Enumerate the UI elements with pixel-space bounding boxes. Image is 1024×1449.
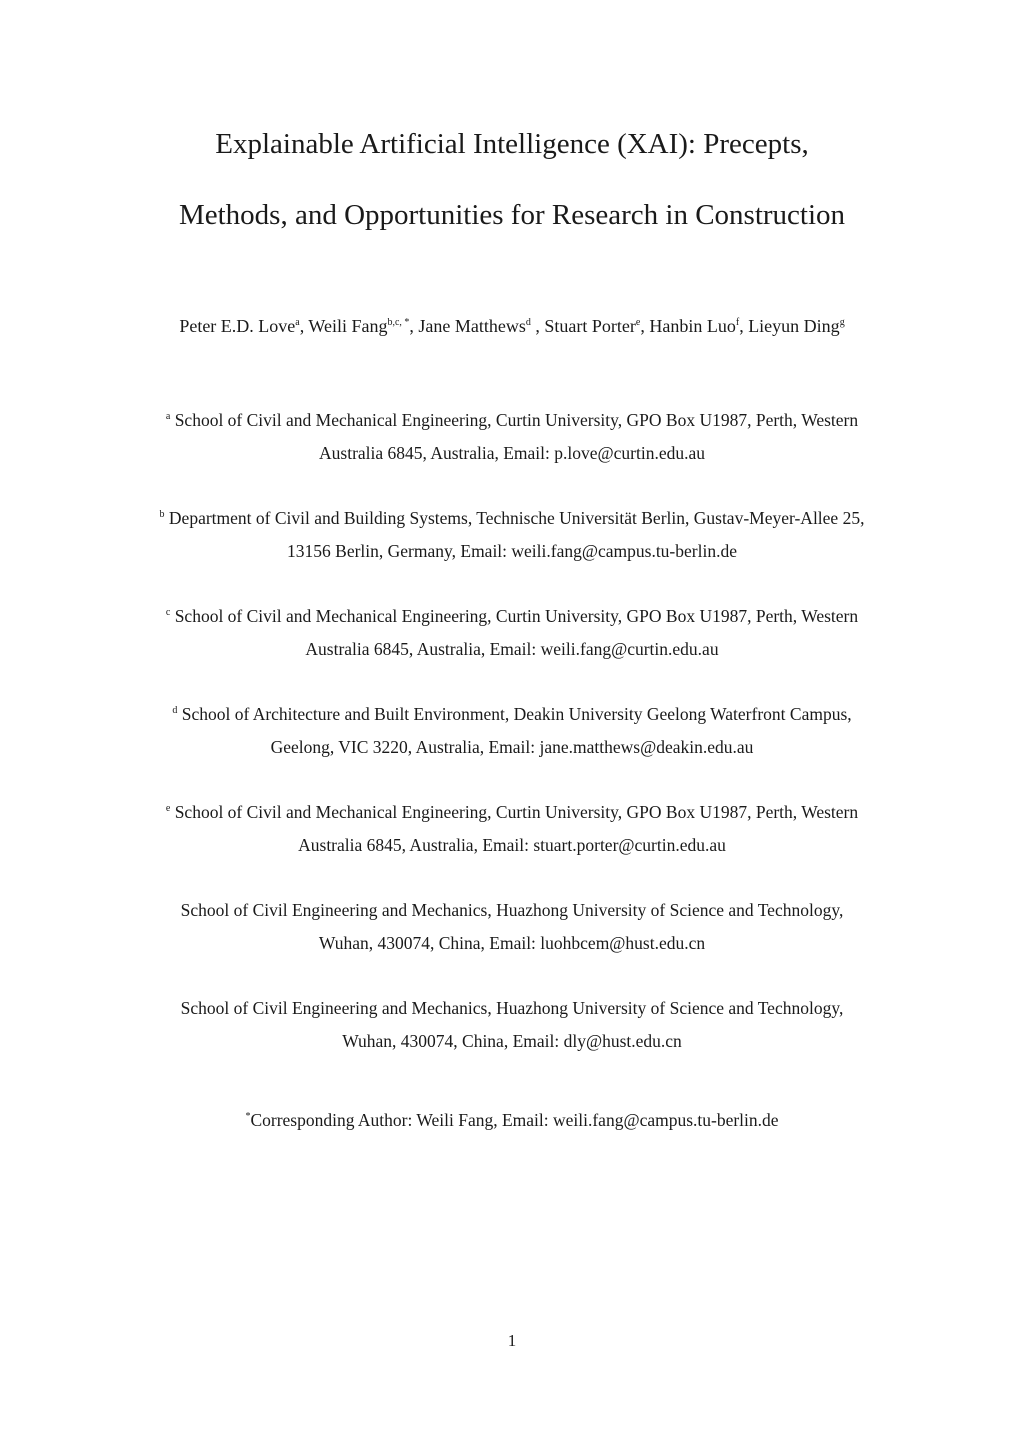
author: Peter E.D. Love$^a$, bbox=[179, 316, 309, 336]
author: Jane Matthews$^d$ , bbox=[418, 316, 545, 336]
author: Weili Fang$^{b,c, *}$, bbox=[308, 316, 419, 336]
corresponding-author: *Corresponding Author: Weili Fang, Email: weili.fang@campus.tu-berlin.de bbox=[245, 1110, 779, 1130]
affiliation-a: $^a$ School of Civil and Mechanical Engineering, Curtin University, GPO Box U1987, Perth, Western Australia 6845, Australia, Email: p.love@curtin.edu.au bbox=[165, 410, 859, 463]
affiliation-e: $^e$ School of Civil and Mechanical Engineering, Curtin University, GPO Box U1987, Perth, Western Australia 6845, Australia, Email: stuart.porter@curtin.edu.au bbox=[165, 802, 859, 855]
author: Lieyun Ding$^g$ bbox=[748, 316, 845, 336]
affiliation-g: School of Civil Engineering and Mechanics, Huazhong University of Science and Technology, Wuhan, 430074, China, Email: dly@hust.edu.cn bbox=[180, 998, 844, 1051]
author: Stuart Porter$^e$, bbox=[544, 316, 650, 336]
page-number: 1 bbox=[507, 1331, 517, 1350]
affiliation-c: $^c$ School of Civil and Mechanical Engineering, Curtin University, GPO Box U1987, Perth, Western Australia 6845, Australia, Email: weili.fang@curtin.edu.au bbox=[165, 606, 859, 659]
author-list bbox=[0, 313, 1024, 339]
author: Hanbin Luo$^f$, bbox=[649, 316, 749, 336]
paper-title-line-2: Methods, and Opportunities for Research in Construction bbox=[178, 199, 846, 231]
affiliation-d: $^d$ School of Architecture and Built Environment, Deakin University Geelong Waterfront Campus, Geelong, VIC 3220, Australia, Email: jane.matthews@deakin.edu.au bbox=[172, 704, 852, 757]
paper-title-line-1: Explainable Artificial Intelligence (XAI): Precepts, bbox=[215, 128, 809, 160]
affiliation-f: School of Civil Engineering and Mechanics, Huazhong University of Science and Technology, Wuhan, 430074, China, Email: luohbcem@hust.edu.cn bbox=[180, 900, 844, 953]
affiliation-b: $^b$ Department of Civil and Building Systems, Technische Universität Berlin, Gustav-Meyer-Allee 25, 13156 Berlin, Germany, Email: weili.fang@campus.tu-berlin.de bbox=[159, 508, 865, 561]
